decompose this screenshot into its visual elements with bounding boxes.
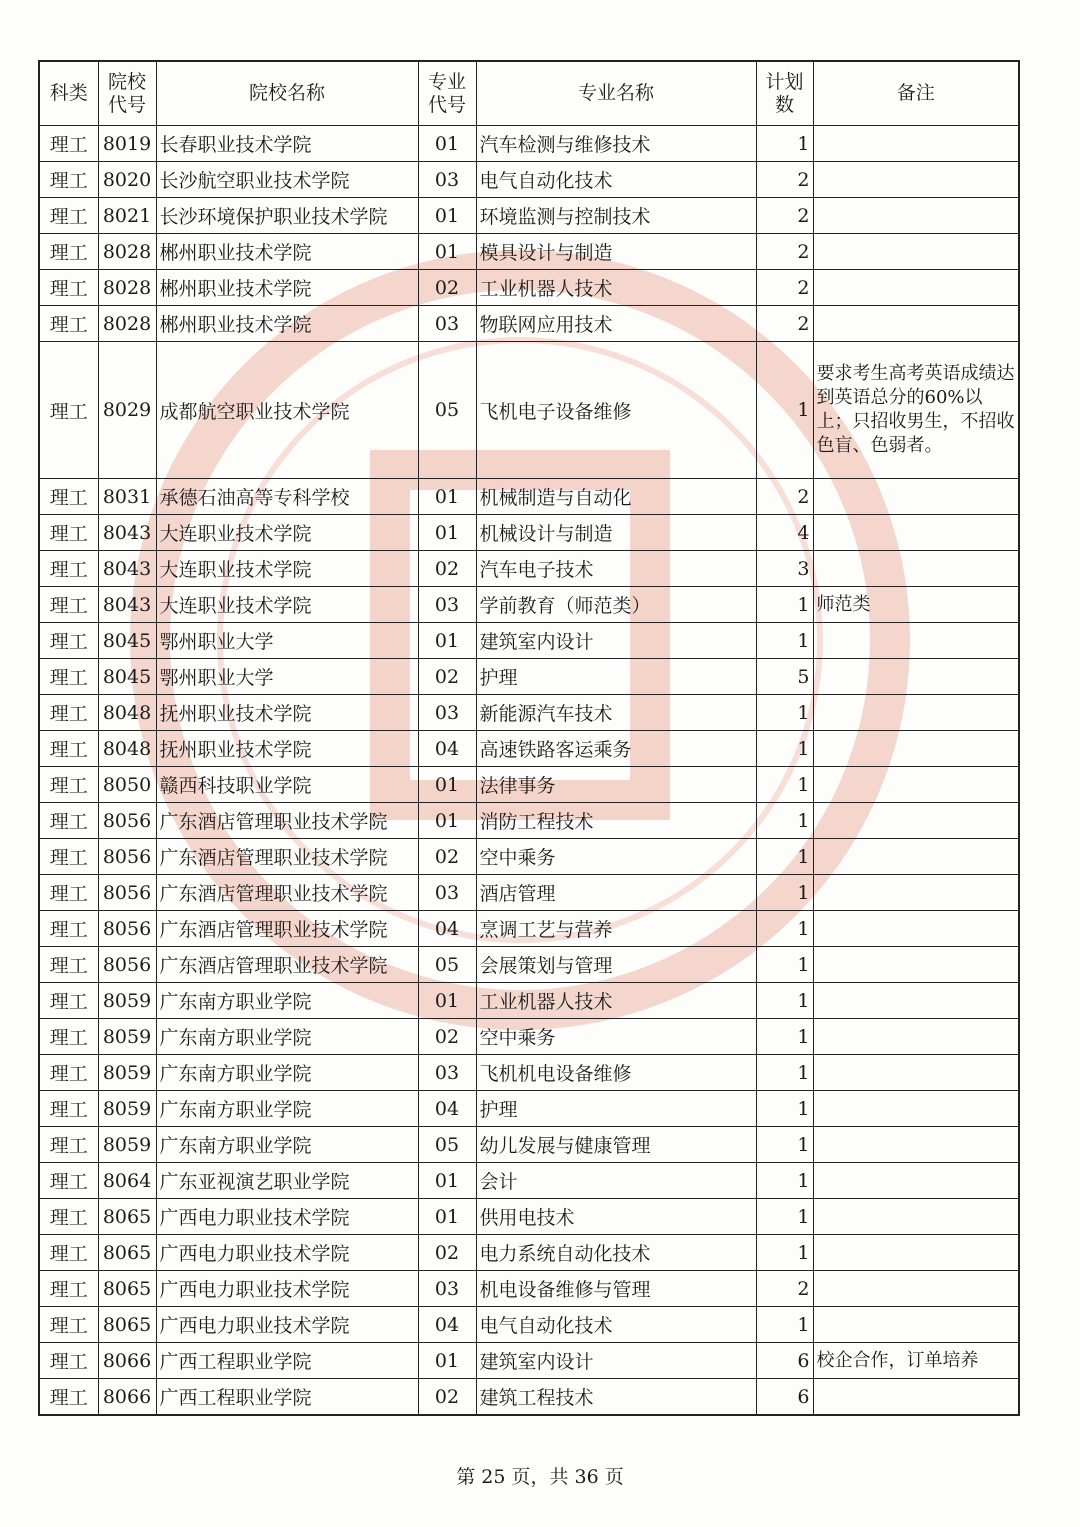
cell-school-code: 8064 xyxy=(98,1163,156,1199)
cell-major-code: 01 xyxy=(418,198,476,234)
cell-school-name: 广东南方职业学院 xyxy=(156,1127,418,1163)
cell-note xyxy=(813,1235,1019,1271)
cell-category: 理工 xyxy=(39,1019,98,1055)
cell-plan: 2 xyxy=(756,1271,813,1307)
cell-major-name: 机械设计与制造 xyxy=(476,515,756,551)
cell-major-name: 环境监测与控制技术 xyxy=(476,198,756,234)
cell-major-name: 机电设备维修与管理 xyxy=(476,1271,756,1307)
table-row xyxy=(39,1235,1019,1271)
cell-major-code: 03 xyxy=(418,875,476,911)
cell-plan: 2 xyxy=(756,162,813,198)
cell-school-code: 8020 xyxy=(98,162,156,198)
cell-school-code: 8050 xyxy=(98,767,156,803)
cell-major-code: 04 xyxy=(418,911,476,947)
table-row xyxy=(39,126,1019,162)
cell-note xyxy=(813,731,1019,767)
cell-major-code: 01 xyxy=(418,1163,476,1199)
cell-plan: 2 xyxy=(756,306,813,342)
table-row xyxy=(39,659,1019,695)
table-row xyxy=(39,234,1019,270)
table-row xyxy=(39,198,1019,234)
cell-major-code: 03 xyxy=(418,587,476,623)
cell-major-name: 汽车电子技术 xyxy=(476,551,756,587)
cell-major-name: 新能源汽车技术 xyxy=(476,695,756,731)
table-row xyxy=(39,1019,1019,1055)
table-row xyxy=(39,306,1019,342)
cell-school-name: 广西工程职业学院 xyxy=(156,1343,418,1379)
cell-major-code: 03 xyxy=(418,1055,476,1091)
cell-major-code: 01 xyxy=(418,515,476,551)
cell-school-code: 8065 xyxy=(98,1235,156,1271)
table-row xyxy=(39,1343,1019,1379)
table-body xyxy=(39,126,1019,1416)
cell-plan: 2 xyxy=(756,234,813,270)
cell-note xyxy=(813,659,1019,695)
cell-major-name: 法律事务 xyxy=(476,767,756,803)
cell-note xyxy=(813,839,1019,875)
cell-note xyxy=(813,695,1019,731)
page-number: 第 25 页，共 36 页 xyxy=(456,1466,624,1488)
cell-school-code: 8048 xyxy=(98,695,156,731)
cell-major-code: 03 xyxy=(418,1271,476,1307)
cell-school-name: 大连职业技术学院 xyxy=(156,515,418,551)
table-row xyxy=(39,1199,1019,1235)
cell-school-name: 抚州职业技术学院 xyxy=(156,695,418,731)
cell-school-name: 郴州职业技术学院 xyxy=(156,306,418,342)
cell-school-code: 8028 xyxy=(98,306,156,342)
cell-school-name: 长沙航空职业技术学院 xyxy=(156,162,418,198)
cell-note xyxy=(813,1019,1019,1055)
cell-school-name: 广东酒店管理职业技术学院 xyxy=(156,911,418,947)
table-row xyxy=(39,1271,1019,1307)
cell-school-code: 8065 xyxy=(98,1199,156,1235)
cell-school-code: 8066 xyxy=(98,1379,156,1416)
cell-school-code: 8065 xyxy=(98,1271,156,1307)
cell-category: 理工 xyxy=(39,1307,98,1343)
cell-major-name: 空中乘务 xyxy=(476,1019,756,1055)
cell-major-code: 02 xyxy=(418,551,476,587)
cell-major-name: 电气自动化技术 xyxy=(476,1307,756,1343)
cell-school-code: 8031 xyxy=(98,479,156,515)
cell-major-code: 05 xyxy=(418,1127,476,1163)
cell-school-name: 鄂州职业大学 xyxy=(156,659,418,695)
cell-school-name: 大连职业技术学院 xyxy=(156,587,418,623)
cell-school-name: 广东南方职业学院 xyxy=(156,983,418,1019)
cell-note xyxy=(813,1199,1019,1235)
header-major-code: 专业代号 xyxy=(418,61,476,126)
cell-category: 理工 xyxy=(39,551,98,587)
cell-category: 理工 xyxy=(39,1127,98,1163)
table-row xyxy=(39,1307,1019,1343)
cell-school-name: 广西电力职业技术学院 xyxy=(156,1235,418,1271)
cell-category: 理工 xyxy=(39,731,98,767)
header-note: 备注 xyxy=(813,61,1019,126)
cell-plan: 1 xyxy=(756,839,813,875)
cell-major-name: 会计 xyxy=(476,1163,756,1199)
cell-note xyxy=(813,911,1019,947)
cell-plan: 1 xyxy=(756,1127,813,1163)
cell-major-code: 01 xyxy=(418,1199,476,1235)
cell-major-code: 02 xyxy=(418,270,476,306)
cell-school-name: 广东南方职业学院 xyxy=(156,1055,418,1091)
cell-note xyxy=(813,1307,1019,1343)
admission-plan-table xyxy=(38,60,1020,1416)
cell-plan: 1 xyxy=(756,803,813,839)
cell-category: 理工 xyxy=(39,587,98,623)
cell-school-code: 8056 xyxy=(98,947,156,983)
cell-major-code: 01 xyxy=(418,1343,476,1379)
table-row xyxy=(39,875,1019,911)
cell-school-code: 8056 xyxy=(98,875,156,911)
table-row xyxy=(39,911,1019,947)
cell-school-code: 8043 xyxy=(98,587,156,623)
cell-major-code: 01 xyxy=(418,983,476,1019)
cell-plan: 1 xyxy=(756,983,813,1019)
cell-major-name: 学前教育（师范类） xyxy=(476,587,756,623)
cell-major-code: 02 xyxy=(418,1379,476,1416)
cell-note xyxy=(813,947,1019,983)
cell-major-name: 建筑室内设计 xyxy=(476,1343,756,1379)
cell-category: 理工 xyxy=(39,1055,98,1091)
cell-note xyxy=(813,1271,1019,1307)
cell-plan: 1 xyxy=(756,623,813,659)
cell-plan: 2 xyxy=(756,479,813,515)
cell-major-code: 05 xyxy=(418,342,476,479)
cell-major-code: 04 xyxy=(418,1091,476,1127)
cell-note xyxy=(813,767,1019,803)
cell-school-name: 广东南方职业学院 xyxy=(156,1091,418,1127)
cell-plan: 2 xyxy=(756,198,813,234)
cell-category: 理工 xyxy=(39,306,98,342)
cell-plan: 1 xyxy=(756,947,813,983)
cell-category: 理工 xyxy=(39,875,98,911)
cell-school-code: 8056 xyxy=(98,911,156,947)
cell-school-code: 8059 xyxy=(98,1019,156,1055)
table-row xyxy=(39,479,1019,515)
cell-major-name: 幼儿发展与健康管理 xyxy=(476,1127,756,1163)
cell-plan: 1 xyxy=(756,875,813,911)
cell-category: 理工 xyxy=(39,479,98,515)
cell-category: 理工 xyxy=(39,198,98,234)
cell-plan: 6 xyxy=(756,1379,813,1416)
header-school-code: 院校代号 xyxy=(98,61,156,126)
cell-major-name: 飞机机电设备维修 xyxy=(476,1055,756,1091)
cell-school-code: 8029 xyxy=(98,342,156,479)
cell-note: 校企合作，订单培养 xyxy=(813,1343,1019,1379)
cell-school-name: 承德石油高等专科学校 xyxy=(156,479,418,515)
cell-plan: 1 xyxy=(756,731,813,767)
cell-plan: 5 xyxy=(756,659,813,695)
cell-school-code: 8028 xyxy=(98,234,156,270)
cell-major-name: 消防工程技术 xyxy=(476,803,756,839)
cell-school-code: 8056 xyxy=(98,803,156,839)
table-row xyxy=(39,1163,1019,1199)
cell-note xyxy=(813,270,1019,306)
cell-school-name: 广西电力职业技术学院 xyxy=(156,1199,418,1235)
cell-note xyxy=(813,1127,1019,1163)
header-school-name: 院校名称 xyxy=(156,61,418,126)
cell-category: 理工 xyxy=(39,623,98,659)
cell-school-code: 8059 xyxy=(98,1091,156,1127)
table-row xyxy=(39,342,1019,479)
cell-note xyxy=(813,306,1019,342)
cell-school-name: 广东酒店管理职业技术学院 xyxy=(156,839,418,875)
cell-plan: 1 xyxy=(756,1235,813,1271)
cell-school-name: 郴州职业技术学院 xyxy=(156,234,418,270)
cell-major-name: 飞机电子设备维修 xyxy=(476,342,756,479)
cell-major-code: 02 xyxy=(418,1235,476,1271)
cell-major-code: 05 xyxy=(418,947,476,983)
cell-note xyxy=(813,234,1019,270)
cell-major-name: 电力系统自动化技术 xyxy=(476,1235,756,1271)
cell-school-code: 8056 xyxy=(98,839,156,875)
cell-major-code: 01 xyxy=(418,623,476,659)
cell-school-name: 长春职业技术学院 xyxy=(156,126,418,162)
cell-school-name: 广东南方职业学院 xyxy=(156,1019,418,1055)
cell-note xyxy=(813,1379,1019,1416)
cell-note xyxy=(813,1091,1019,1127)
cell-note xyxy=(813,126,1019,162)
cell-plan: 2 xyxy=(756,270,813,306)
cell-major-name: 护理 xyxy=(476,659,756,695)
cell-plan: 1 xyxy=(756,1091,813,1127)
cell-category: 理工 xyxy=(39,983,98,1019)
cell-major-name: 酒店管理 xyxy=(476,875,756,911)
cell-school-code: 8021 xyxy=(98,198,156,234)
cell-school-name: 广东酒店管理职业技术学院 xyxy=(156,947,418,983)
cell-category: 理工 xyxy=(39,767,98,803)
cell-major-code: 01 xyxy=(418,479,476,515)
cell-category: 理工 xyxy=(39,839,98,875)
cell-note xyxy=(813,875,1019,911)
cell-category: 理工 xyxy=(39,234,98,270)
cell-category: 理工 xyxy=(39,1091,98,1127)
cell-major-name: 电气自动化技术 xyxy=(476,162,756,198)
cell-major-name: 工业机器人技术 xyxy=(476,270,756,306)
table-row xyxy=(39,803,1019,839)
cell-school-code: 8066 xyxy=(98,1343,156,1379)
cell-note: 师范类 xyxy=(813,587,1019,623)
table-row xyxy=(39,695,1019,731)
cell-major-code: 03 xyxy=(418,306,476,342)
table-row xyxy=(39,731,1019,767)
cell-school-name: 长沙环境保护职业技术学院 xyxy=(156,198,418,234)
cell-school-code: 8045 xyxy=(98,623,156,659)
cell-school-code: 8059 xyxy=(98,983,156,1019)
cell-school-code: 8043 xyxy=(98,515,156,551)
cell-school-name: 广西电力职业技术学院 xyxy=(156,1271,418,1307)
cell-category: 理工 xyxy=(39,1379,98,1416)
cell-plan: 1 xyxy=(756,587,813,623)
table-row xyxy=(39,767,1019,803)
cell-school-name: 赣西科技职业学院 xyxy=(156,767,418,803)
cell-plan: 1 xyxy=(756,126,813,162)
header-category: 科类 xyxy=(39,61,98,126)
cell-category: 理工 xyxy=(39,659,98,695)
table-row xyxy=(39,1127,1019,1163)
table-row xyxy=(39,587,1019,623)
cell-school-name: 抚州职业技术学院 xyxy=(156,731,418,767)
cell-school-code: 8045 xyxy=(98,659,156,695)
cell-school-name: 广西电力职业技术学院 xyxy=(156,1307,418,1343)
cell-category: 理工 xyxy=(39,342,98,479)
cell-category: 理工 xyxy=(39,803,98,839)
cell-note xyxy=(813,198,1019,234)
cell-plan: 1 xyxy=(756,1199,813,1235)
cell-school-code: 8048 xyxy=(98,731,156,767)
cell-plan: 1 xyxy=(756,1163,813,1199)
table-row xyxy=(39,623,1019,659)
table-header-row xyxy=(39,61,1019,126)
cell-major-code: 03 xyxy=(418,162,476,198)
cell-note xyxy=(813,1055,1019,1091)
cell-note xyxy=(813,623,1019,659)
table-row xyxy=(39,1055,1019,1091)
cell-school-code: 8065 xyxy=(98,1307,156,1343)
cell-school-name: 鄂州职业大学 xyxy=(156,623,418,659)
cell-major-name: 建筑室内设计 xyxy=(476,623,756,659)
cell-major-name: 汽车检测与维修技术 xyxy=(476,126,756,162)
cell-school-name: 广东酒店管理职业技术学院 xyxy=(156,803,418,839)
cell-plan: 3 xyxy=(756,551,813,587)
table-row xyxy=(39,1091,1019,1127)
cell-plan: 1 xyxy=(756,342,813,479)
cell-major-name: 工业机器人技术 xyxy=(476,983,756,1019)
cell-major-code: 01 xyxy=(418,803,476,839)
cell-note xyxy=(813,551,1019,587)
cell-school-name: 广东酒店管理职业技术学院 xyxy=(156,875,418,911)
cell-category: 理工 xyxy=(39,1163,98,1199)
cell-plan: 1 xyxy=(756,1019,813,1055)
cell-major-code: 04 xyxy=(418,731,476,767)
cell-major-name: 模具设计与制造 xyxy=(476,234,756,270)
cell-major-name: 建筑工程技术 xyxy=(476,1379,756,1416)
table-row xyxy=(39,983,1019,1019)
cell-note xyxy=(813,479,1019,515)
cell-major-code: 02 xyxy=(418,839,476,875)
cell-major-code: 01 xyxy=(418,126,476,162)
header-major-name: 专业名称 xyxy=(476,61,756,126)
cell-major-code: 02 xyxy=(418,1019,476,1055)
table-row xyxy=(39,839,1019,875)
cell-plan: 1 xyxy=(756,767,813,803)
cell-plan: 6 xyxy=(756,1343,813,1379)
table-row xyxy=(39,947,1019,983)
cell-school-code: 8019 xyxy=(98,126,156,162)
cell-plan: 1 xyxy=(756,1055,813,1091)
cell-plan: 1 xyxy=(756,1307,813,1343)
cell-major-code: 03 xyxy=(418,695,476,731)
cell-category: 理工 xyxy=(39,162,98,198)
cell-category: 理工 xyxy=(39,911,98,947)
cell-plan: 1 xyxy=(756,911,813,947)
cell-major-name: 护理 xyxy=(476,1091,756,1127)
cell-major-code: 01 xyxy=(418,767,476,803)
cell-school-code: 8059 xyxy=(98,1127,156,1163)
cell-note xyxy=(813,162,1019,198)
cell-school-name: 郴州职业技术学院 xyxy=(156,270,418,306)
table-row xyxy=(39,1379,1019,1416)
cell-category: 理工 xyxy=(39,1199,98,1235)
cell-major-code: 02 xyxy=(418,659,476,695)
cell-major-name: 供用电技术 xyxy=(476,1199,756,1235)
cell-note: 要求考生高考英语成绩达到英语总分的60%以上；只招收男生，不招收色盲、色弱者。 xyxy=(813,342,1019,479)
table-row xyxy=(39,551,1019,587)
cell-category: 理工 xyxy=(39,947,98,983)
cell-school-name: 成都航空职业技术学院 xyxy=(156,342,418,479)
cell-note xyxy=(813,1163,1019,1199)
cell-school-name: 广西工程职业学院 xyxy=(156,1379,418,1416)
cell-category: 理工 xyxy=(39,515,98,551)
cell-school-code: 8043 xyxy=(98,551,156,587)
cell-major-name: 机械制造与自动化 xyxy=(476,479,756,515)
cell-major-code: 04 xyxy=(418,1307,476,1343)
cell-major-name: 物联网应用技术 xyxy=(476,306,756,342)
cell-major-name: 空中乘务 xyxy=(476,839,756,875)
cell-major-code: 01 xyxy=(418,234,476,270)
cell-category: 理工 xyxy=(39,695,98,731)
cell-note xyxy=(813,983,1019,1019)
cell-school-name: 广东亚视演艺职业学院 xyxy=(156,1163,418,1199)
table-row xyxy=(39,515,1019,551)
cell-note xyxy=(813,515,1019,551)
header-plan: 计划数 xyxy=(756,61,813,126)
cell-plan: 4 xyxy=(756,515,813,551)
cell-school-code: 8059 xyxy=(98,1055,156,1091)
cell-major-name: 高速铁路客运乘务 xyxy=(476,731,756,767)
table-row xyxy=(39,270,1019,306)
cell-category: 理工 xyxy=(39,270,98,306)
cell-major-name: 烹调工艺与营养 xyxy=(476,911,756,947)
cell-school-code: 8028 xyxy=(98,270,156,306)
cell-category: 理工 xyxy=(39,1235,98,1271)
cell-school-name: 大连职业技术学院 xyxy=(156,551,418,587)
table-row xyxy=(39,162,1019,198)
cell-category: 理工 xyxy=(39,126,98,162)
cell-plan: 1 xyxy=(756,695,813,731)
cell-note xyxy=(813,803,1019,839)
cell-major-name: 会展策划与管理 xyxy=(476,947,756,983)
cell-category: 理工 xyxy=(39,1343,98,1379)
cell-category: 理工 xyxy=(39,1271,98,1307)
